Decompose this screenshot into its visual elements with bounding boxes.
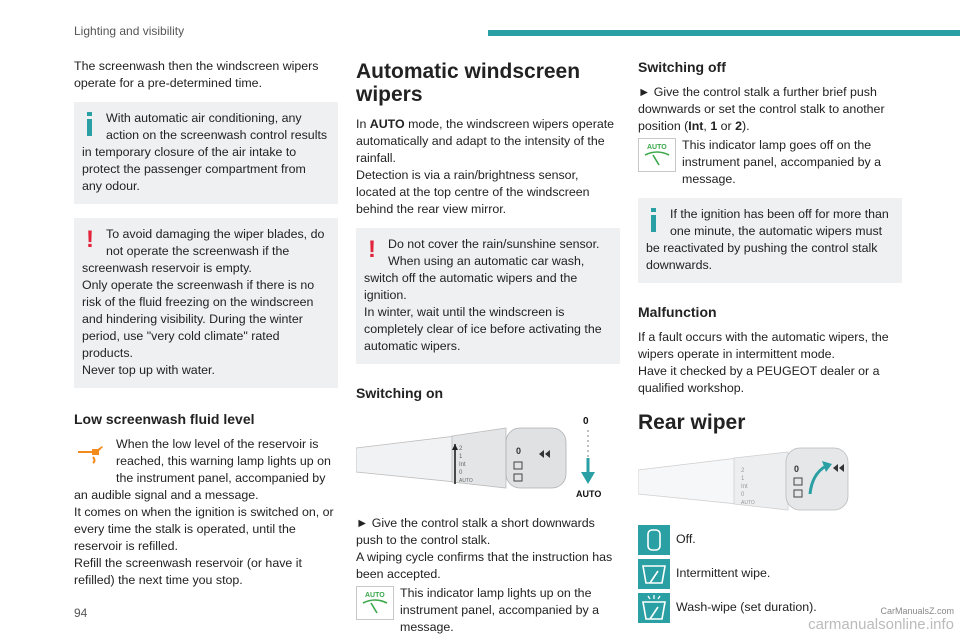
auto-lamp-off-text: This indicator lamp goes off on the instrument panel, accompanied by a message.: [682, 138, 882, 186]
rear-wiper-symbol-intermittent: [638, 559, 902, 593]
malfunction-heading: Malfunction: [638, 304, 717, 320]
rear-stalk-zero: 0: [794, 464, 800, 474]
pos-int: Int: [688, 119, 704, 133]
low-level-text-3: Refill the screenwash reservoir (or have it refilled) the next time you stop.: [74, 556, 302, 587]
switching-off-step: [638, 84, 902, 135]
off-icon: [638, 525, 670, 555]
warning-text-3: Never top up with water.: [82, 363, 215, 377]
rear-stalk-label-0: 0: [741, 492, 745, 498]
confirm-text: A wiping cycle confirms that the instruction has been accepted.: [356, 550, 613, 581]
auto-bold: AUTO: [369, 117, 405, 131]
info-icon: [82, 110, 100, 140]
wash-wipe-icon: [638, 593, 670, 623]
stalk-zero-label: 0: [583, 416, 589, 427]
rear-stalk-label-int: Int: [741, 484, 748, 490]
low-level-text-1: When the low level of the reservoir is reached, this warning lamp lights up on the instrument panel, accompanied by an audible signal and a message.: [74, 437, 331, 502]
off-pre: ► Give the control stalk a further brief push downwards or set the control stalk to another position (: [638, 85, 885, 133]
warning-text-2: Only operate the screenwash if there is no risk of the fluid freezing on the windscreen and hindering visibility. During the winter period, use "very cold climate" rated products.: [82, 278, 315, 360]
auto-lamp-on-text: This indicator lamp lights up on the instrument panel, accompanied by a message.: [400, 586, 600, 634]
auto-lamp-label: AUTO: [365, 592, 385, 599]
page-number: 94: [74, 606, 88, 620]
info-icon: [646, 206, 664, 236]
stalk-rear-zero: 0: [516, 446, 522, 456]
pos-2: 2: [735, 119, 743, 133]
reactivation-text: If the ignition has been off for more than one minute, the automatic wipers must be reactivated by pushing the control stalk downwards.: [646, 207, 889, 272]
auto-lamp-on-row: [356, 585, 620, 636]
rear-stalk-label-1: 1: [741, 476, 745, 482]
automatic-wipers-heading: Automatic windscreen wipers: [356, 60, 581, 106]
off-sep2: or: [717, 119, 736, 133]
info-note-text: With automatic air conditioning, any action on the screenwash control results in temporary closure of the air intake to protect the passenger compartment from any odour.: [82, 111, 328, 193]
watermark-small: CarManualsZ.com: [880, 606, 954, 616]
sensor-warning-3: In winter, wait until the windscreen is completely clear of ice before activating the automatic wipers.: [364, 305, 602, 353]
stalk-auto-label: AUTO: [576, 489, 602, 498]
stalk-label-0: 0: [459, 470, 463, 476]
watermark: carmanualsonline.info: [808, 616, 954, 633]
symbol-intermittent-label: Intermittent wipe.: [676, 566, 771, 580]
auto-lamp-label-off: AUTO: [647, 144, 667, 151]
pos-1: 1: [710, 119, 718, 133]
low-level-heading: Low screenwash fluid level: [74, 411, 255, 427]
wiper-stalk-auto-illustration: [356, 414, 620, 503]
rear-wiper-stalk-illustration: [638, 444, 902, 521]
malfunction-text-1: If a fault occurs with the automatic wipers, the wipers operate in intermittent mode.: [638, 330, 889, 361]
low-level-text-2: It comes on when the ignition is switched on, or every time the stalk is operated, until the reservoir is refilled.: [74, 505, 334, 553]
symbol-wash-wipe-label: Wash-wipe (set duration).: [676, 600, 817, 614]
intro-post: mode, the windscreen wipers operate automatically and adapt to the intensity of the rainfall.: [356, 117, 615, 165]
column-1: [74, 58, 338, 589]
symbol-off-label: Off.: [676, 532, 696, 546]
intermittent-wipe-icon: [638, 559, 670, 589]
info-note-air-conditioning: [74, 102, 338, 204]
stalk-label-1: 1: [459, 454, 463, 460]
rear-stalk-label-auto-small: AUTO: [741, 500, 755, 506]
sensor-warning-1: Do not cover the rain/sunshine sensor.: [388, 237, 600, 251]
screenwash-low-level-lamp-icon: [74, 437, 110, 469]
malfunction-text-2: Have it checked by a PEUGEOT dealer or a qualified workshop.: [638, 364, 880, 395]
warning-icon: !: [86, 226, 94, 253]
column-3: [638, 58, 902, 627]
auto-mode-intro: [356, 116, 620, 167]
warning-icon: !: [368, 236, 376, 263]
switching-on-step: ► Give the control stalk a short downwards push to the control stalk.: [356, 516, 595, 547]
warning-note-sensor: [356, 228, 620, 364]
auto-wiper-lamp-icon: [638, 138, 676, 172]
screenwash-intro: The screenwash then the windscreen wipers operate for a pre-determined time.: [74, 59, 319, 90]
stalk-label-auto-small: AUTO: [459, 478, 473, 484]
column-2: [356, 58, 620, 636]
intro-pre: In: [356, 117, 370, 131]
auto-wiper-lamp-icon: [356, 586, 394, 620]
off-sep1: ,: [703, 119, 711, 133]
low-level-lamp-row: [74, 436, 338, 504]
rear-stalk-label-2: 2: [741, 468, 745, 474]
sensor-warning-2: When using an automatic car wash, switch off the automatic wipers and the ignition.: [364, 254, 585, 302]
page-header-title: Lighting and visibility: [74, 24, 185, 38]
warning-note-wiper-blades: [74, 218, 338, 388]
detection-text: Detection is via a rain/brightness sensor, located at the top centre of the windscreen behind the rear view mirror.: [356, 168, 590, 216]
rear-wiper-symbol-off: [638, 525, 902, 559]
stalk-label-int: Int: [459, 462, 466, 468]
auto-lamp-off-row: [638, 137, 902, 188]
header-accent-bar: [488, 30, 960, 36]
off-post: ).: [742, 119, 750, 133]
switching-on-heading: Switching on: [356, 385, 444, 401]
switching-off-heading: Switching off: [638, 59, 726, 75]
info-note-reactivation: [638, 198, 902, 283]
stalk-label-2: 2: [459, 446, 463, 452]
warning-text-1: To avoid damaging the wiper blades, do not operate the screenwash if the screenwash reservoir is empty.: [82, 227, 325, 275]
rear-wiper-heading: Rear wiper: [638, 411, 746, 434]
